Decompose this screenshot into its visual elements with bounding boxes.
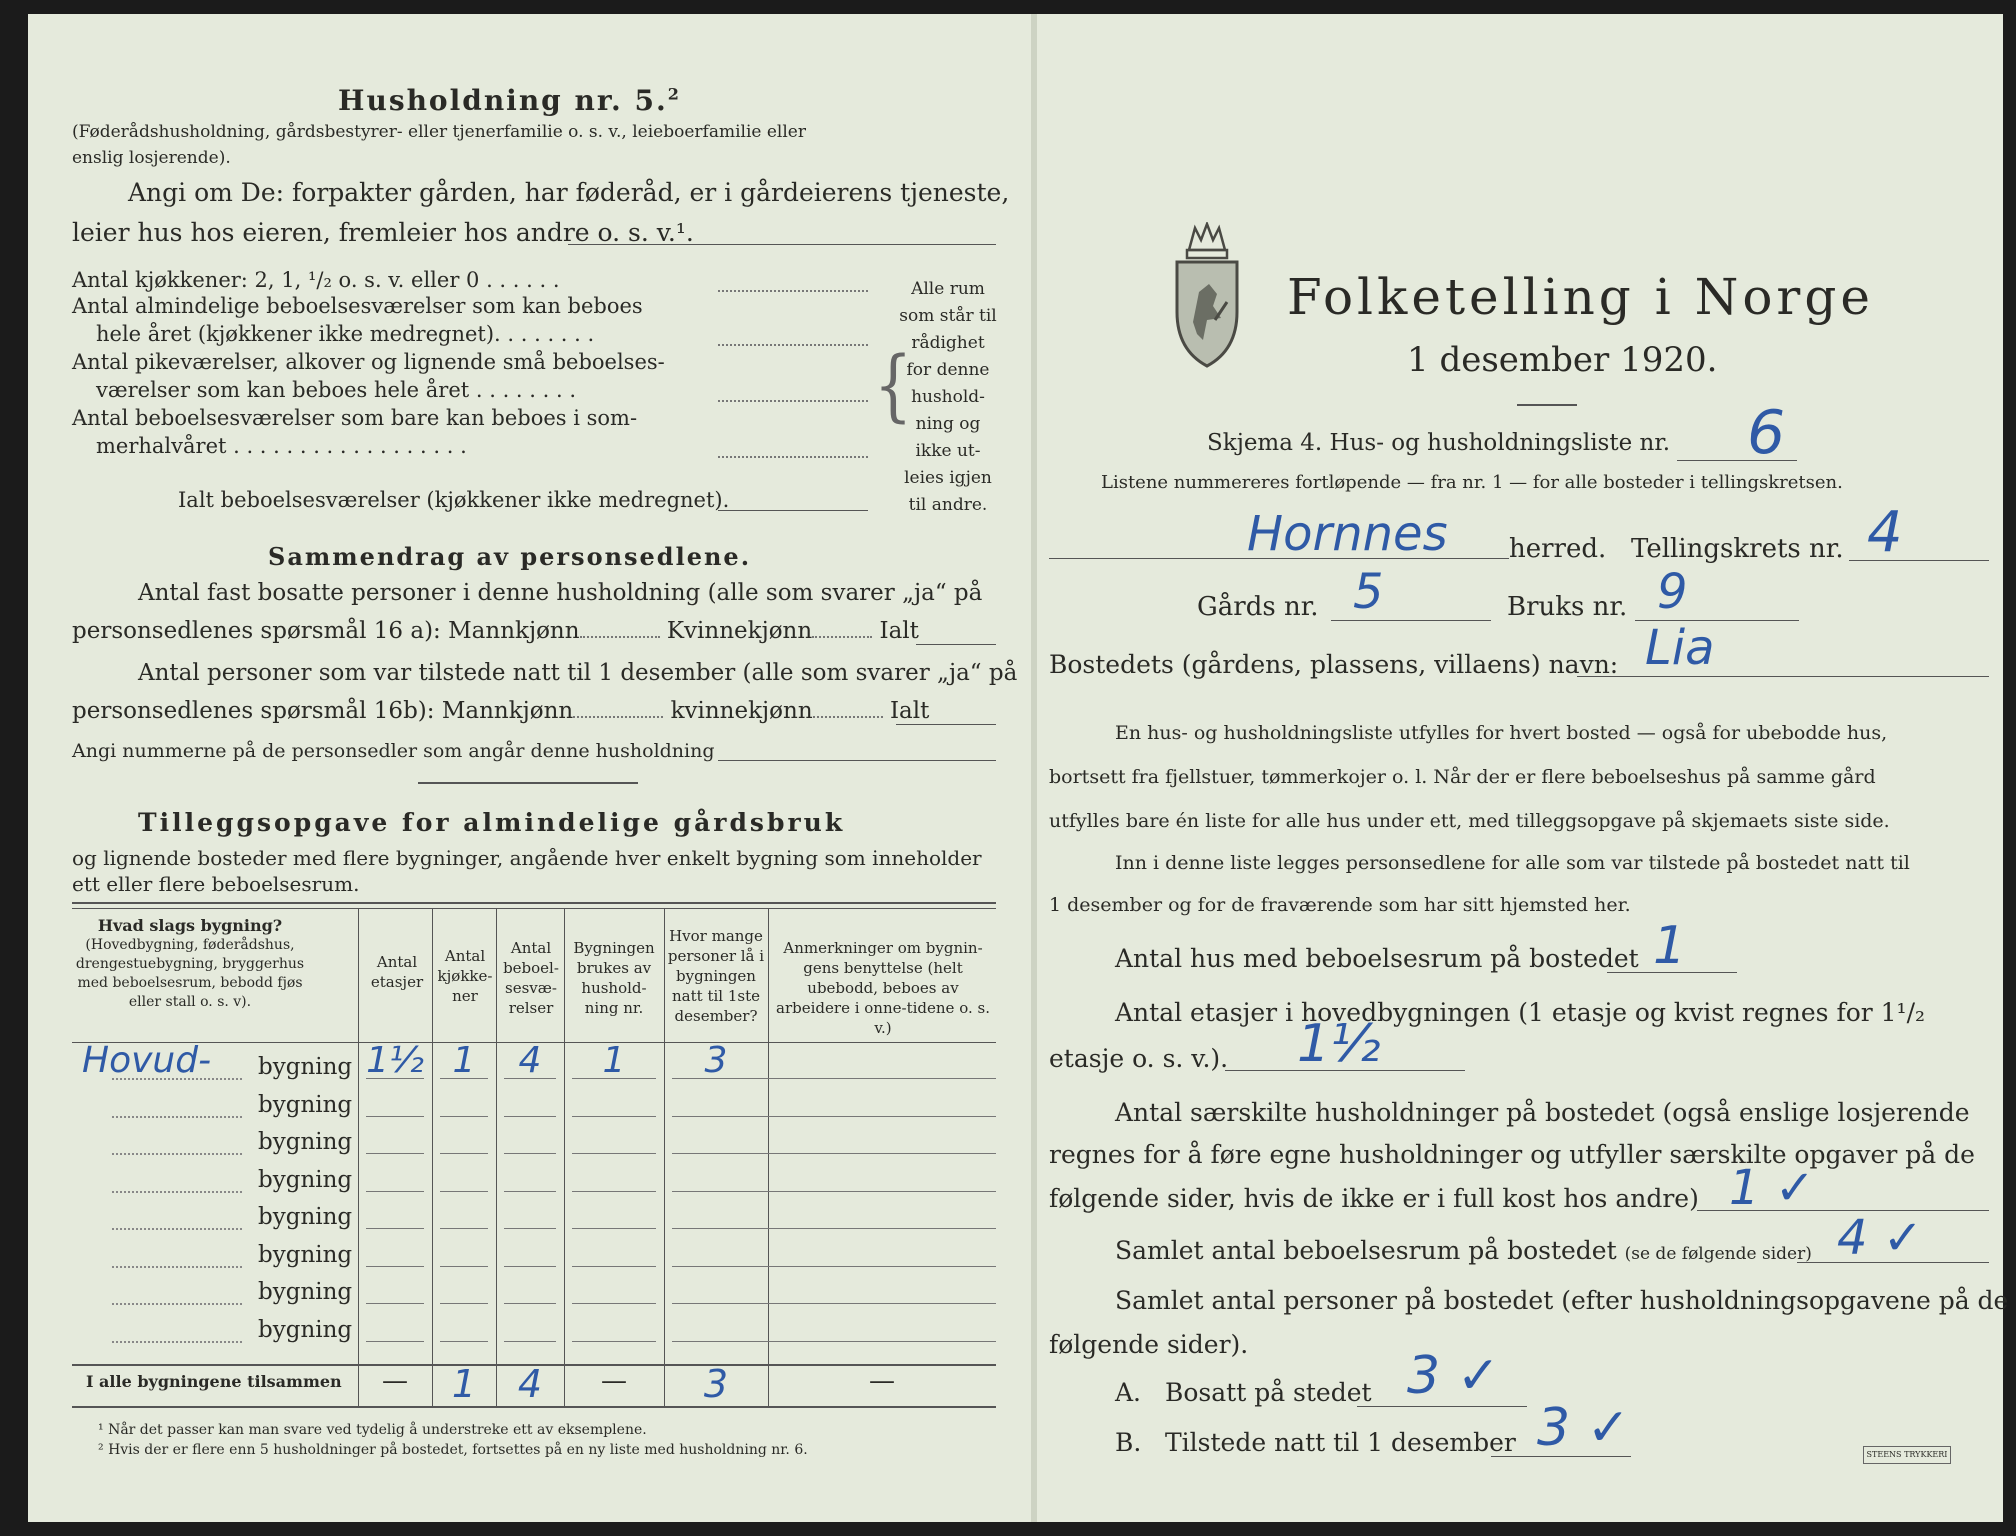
summary-p3-value: [718, 760, 996, 761]
row-building-word: bygning: [258, 1204, 353, 1230]
q4-label: [1115, 1236, 1812, 1265]
qb-letter: B.: [1115, 1428, 1142, 1457]
instruction-4: Inn i denne liste legges personsedlene for alle som var tilstede på bostedet natt til: [1115, 852, 1910, 874]
summary-p2-kvinne-value: [813, 716, 883, 718]
supplement-text-2: ett eller flere beboelsesrum.: [72, 872, 360, 896]
qb-label: Tilstede natt til 1 desember: [1165, 1428, 1516, 1457]
table-row: [72, 1196, 996, 1233]
summary-p1-ialt-value: [916, 644, 996, 645]
row-building-word: bygning: [258, 1129, 353, 1155]
header-remarks: Anmerkninger om bygnin-gens benyttelse (helt ubebodd, beboes av arbeidere i onne-tidene o. s. v.): [776, 939, 990, 1037]
coat-of-arms-icon: [1169, 222, 1245, 370]
q4-value: 4 ✓: [1837, 1210, 1924, 1266]
row-husholdning: 1: [602, 1040, 626, 1081]
census-date: 1 desember 1920.: [1407, 340, 1718, 380]
side-note-line: ikke ut-: [915, 441, 981, 461]
household-subtitle-1: (Føderådshusholdning, gårdsbestyrer- eller tjenerfamilie o. s. v., leieboerfamilie eller: [72, 122, 806, 142]
rooms-kitchens: Antal kjøkkener: 2, 1, ¹/₂ o. s. v. eller 0 . . . . . .: [72, 268, 560, 292]
q1-value: 1: [1653, 916, 1687, 976]
rooms-brace: {: [874, 340, 913, 432]
summary-p2-mann: personsedlenes spørsmål 16b): Mannkjønn: [72, 698, 574, 724]
rooms-total: Ialt beboelsesværelser (kjøkkener ikke medregnet).: [178, 488, 730, 512]
herred-label: herred.: [1509, 534, 1607, 564]
printer-mark: STEENS TRYKKERI: [1863, 1446, 1951, 1464]
summary-heading: Sammendrag av personsedlene.: [268, 542, 752, 571]
q3-label-3: følgende sider, hvis de ikke er i full kost hos andre): [1049, 1184, 1699, 1213]
q2-label-1: Antal etasjer i hovedbygningen (1 etasje og kvist regnes for 1¹/₂: [1115, 998, 1926, 1027]
q1-label: Antal hus med beboelsesrum på bostedet: [1115, 944, 1639, 973]
household-subtitle-2: enslig losjerende).: [72, 148, 231, 168]
summary-p1-line2: [72, 618, 919, 644]
table-row: [72, 1040, 996, 1083]
tellingskrets-value: 4: [1867, 500, 1903, 565]
summary-p2-mann-value: [573, 716, 663, 718]
summary-p1-mann: personsedlenes spørsmål 16 a): Mannkjønn: [72, 618, 580, 644]
side-note-line: leies igjen: [904, 468, 992, 488]
q5-label-2: følgende sider).: [1049, 1330, 1249, 1359]
schema-number: 6: [1747, 398, 1786, 468]
herred-value: Hornnes: [1247, 506, 1448, 562]
row-vaerelser: 4: [518, 1040, 542, 1081]
footnote-1: ¹ Når det passer kan man svare ved tydelig å understreke ett av eksemplene.: [98, 1422, 647, 1438]
header-building-type: [72, 916, 308, 1012]
side-note-line: som står til: [899, 306, 997, 326]
census-title: Folketelling i Norge: [1287, 268, 1874, 326]
summary-p1-line1: Antal fast bosatte personer i denne husholdning (alle som svarer „ja“ på: [138, 580, 983, 606]
table-row: [72, 1159, 996, 1196]
left-page: [28, 14, 1033, 1522]
gards-label: Gårds nr.: [1197, 592, 1319, 622]
header-household: Bygningen brukes av hushold-ning nr.: [573, 939, 655, 1017]
row-building-word: bygning: [258, 1241, 353, 1268]
header-building-type-body: (Hovedbygning, føderådshus, drengestuebygning, bryggerhus med beboelsesrum, bebodd fjøs eller stall o. s. v).: [75, 937, 305, 1010]
household-title-text: Husholdning nr. 5.: [338, 84, 668, 117]
total-rooms: 4: [517, 1362, 543, 1406]
total-remarks: —: [869, 1366, 895, 1396]
qa-letter: A.: [1115, 1378, 1142, 1407]
bruks-label: Bruks nr.: [1507, 592, 1628, 622]
table-row: [72, 1271, 996, 1308]
angi-line-2: leier hus hos eieren, fremleier hos andre o. s. v.¹.: [72, 218, 694, 247]
row-building-word: bygning: [258, 1091, 353, 1118]
household-title: [338, 84, 681, 117]
instruction-1: En hus- og husholdningsliste utfylles for hvert bosted — også for ubebodde hus,: [1115, 722, 1888, 744]
bruks-value: 9: [1657, 564, 1688, 620]
angi-answer-line: [568, 244, 996, 245]
row-building-word: bygning: [258, 1279, 353, 1305]
summary-p1-kvinne: Kvinnekjønn: [666, 618, 813, 644]
instruction-3: utfylles bare én liste for alle hus under ett, med tilleggsopgave på skjemaets siste side.: [1049, 810, 1890, 832]
separator: [418, 782, 638, 784]
header-floors: Antal etasjer: [370, 953, 424, 991]
buildings-table: [72, 902, 996, 1410]
side-note-line: rådighet: [911, 333, 985, 353]
row-personer: 3: [704, 1040, 728, 1081]
rooms-small-1: Antal pikeværelser, alkover og lignende små beboelses-: [72, 350, 665, 374]
side-note-line: Alle rum: [911, 279, 985, 299]
row-building-word: bygning: [258, 1054, 353, 1080]
summary-p1-mann-value: [580, 636, 660, 638]
gards-value: 5: [1353, 564, 1384, 620]
header-kitchens: Antal kjøkke-ner: [437, 947, 493, 1005]
q5-label-1: Samlet antal personer på bostedet (efter husholdningsopgavene på de: [1115, 1286, 2009, 1315]
row-kjokkener: 1: [452, 1040, 476, 1081]
rooms-summer-1: Antal beboelsesværelser som bare kan beboes i som-: [72, 406, 638, 430]
table-row: [72, 1309, 996, 1346]
household-title-footnote: 2: [667, 84, 681, 104]
header-persons: Hvor mange personer lå i bygningen natt til 1ste desember?: [667, 927, 765, 1025]
q3-value: 1 ✓: [1729, 1160, 1816, 1216]
tellingskrets-label: Tellingskrets nr.: [1631, 534, 1844, 564]
summary-p2-ialt: Ialt: [889, 698, 930, 724]
table-row: [72, 1234, 996, 1271]
supplement-heading: Tilleggsopgave for almindelige gårdsbruk: [138, 808, 846, 837]
instruction-2: bortsett fra fjellstuer, tømmerkojer o. l. Når der er flere beboelseshus på samme gård: [1049, 766, 1876, 788]
table-row: [72, 1121, 996, 1158]
total-label: I alle bygningene tilsammen: [86, 1372, 342, 1391]
total-household: —: [601, 1366, 627, 1396]
title-divider: [1517, 404, 1577, 406]
rooms-ordinary-2: hele året (kjøkkener ikke medregnet). . . . . . . .: [96, 322, 595, 346]
q4-note: (se de følgende sider): [1624, 1244, 1812, 1264]
row-building-word: bygning: [258, 1316, 353, 1343]
row-etasjer: 1½: [366, 1040, 424, 1081]
header-building-type-title: Hvad slags bygning?: [97, 916, 283, 935]
instruction-5: 1 desember og for de fraværende som har sitt hjemsted her.: [1049, 894, 1631, 916]
side-note-line: ning og: [915, 414, 981, 434]
qa-value: 3 ✓: [1407, 1346, 1501, 1406]
row-building-word: bygning: [258, 1166, 353, 1193]
bosted-value: Lia: [1645, 620, 1715, 676]
header-rooms: Antal beboel-sesvæ-relser: [503, 939, 559, 1017]
summary-p1-kvinne-value: [812, 636, 872, 638]
q3-label-1: Antal særskilte husholdninger på bostedet (også enslige losjerende: [1115, 1098, 1970, 1127]
summary-p3: Angi nummerne på de personsedler som angår denne husholdning: [72, 740, 715, 762]
summary-p1-ialt: Ialt: [879, 618, 919, 644]
row-building-name: Hovud-: [82, 1040, 212, 1081]
total-kitchens: 1: [451, 1362, 477, 1406]
summary-p2-ialt-value: [896, 724, 996, 725]
qa-label: Bosatt på stedet: [1165, 1378, 1372, 1407]
rooms-summer-2: merhalvåret . . . . . . . . . . . . . . . . . .: [96, 434, 467, 458]
rooms-ordinary-1: Antal almindelige beboelsesværelser som kan beboes: [72, 294, 643, 318]
side-note-line: for denne: [906, 360, 990, 380]
summary-p2-line2: [72, 698, 929, 724]
table-row: [72, 1084, 996, 1121]
rooms-small-2: værelser som kan beboes hele året . . . . . . . .: [96, 378, 576, 402]
q4-label-text: Samlet antal beboelsesrum på bostedet: [1115, 1236, 1617, 1265]
total-persons: 3: [703, 1362, 729, 1406]
schema-label: Skjema 4. Hus- og husholdningsliste nr.: [1207, 430, 1671, 456]
side-note-line: hushold-: [911, 387, 985, 407]
summary-p2-kvinne: kvinnekjønn: [670, 698, 813, 724]
supplement-text-1: og lignende bosteder med flere bygninger, angående hver enkelt bygning som inneholder: [72, 846, 982, 870]
q3-label-2: regnes for å føre egne husholdninger og utfyller særskilte opgaver på de: [1049, 1140, 1975, 1169]
total-floors: —: [382, 1366, 408, 1396]
side-note-line: til andre.: [908, 495, 988, 515]
angi-line-1: Angi om De: forpakter gården, har føderåd, er i gårdeierens tjeneste,: [128, 178, 1010, 207]
q2-value: 1½: [1297, 1014, 1381, 1074]
right-page: [1037, 14, 2009, 1522]
summary-p2-line1: Antal personer som var tilstede natt til 1 desember (alle som svarer „ja“ på: [138, 660, 1018, 686]
footnote-2: ² Hvis der er flere enn 5 husholdninger på bostedet, fortsettes på en ny liste med husholdning nr. 6.: [98, 1442, 808, 1458]
qb-value: 3 ✓: [1537, 1398, 1631, 1458]
bosted-label: Bostedets (gårdens, plassens, villaens) navn:: [1049, 650, 1619, 679]
rooms-side-note: [898, 276, 998, 519]
lists-note: Listene nummereres fortløpende — fra nr. 1 — for alle bosteder i tellingskretsen.: [1101, 472, 1843, 493]
q2-label-2: etasje o. s. v.).: [1049, 1044, 1229, 1073]
